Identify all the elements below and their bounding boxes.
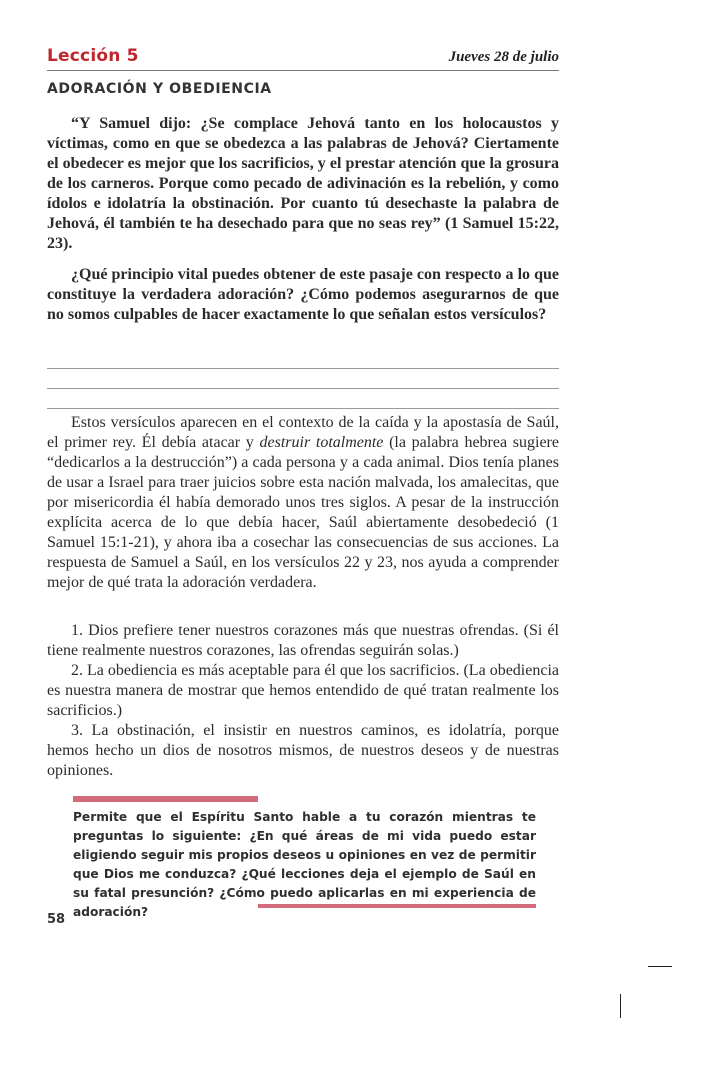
callout-bottom-bar — [258, 904, 536, 908]
date-label: Jueves 28 de julio — [448, 49, 559, 65]
crop-mark-horizontal — [648, 966, 672, 967]
page-number: 58 — [47, 912, 66, 927]
answer-line[interactable] — [47, 389, 559, 409]
point-item: 1. Dios prefiere tener nuestros corazones más que nuestras ofrendas. (Si él tiene realmente nuestros corazones, las ofrendas seguirán solas.) — [47, 622, 559, 659]
body-emphasis: destruir totalmente — [259, 434, 384, 451]
lesson-label: Lección 5 — [47, 46, 139, 66]
scripture-quote: “Y Samuel dijo: ¿Se complace Jehová tanto en los holocaustos y víctimas, como en que se obedezca a las palabras de Jehová? Ciertamente el obedecer es mejor que los sacrificios, y el prestar atención que la grosura de los carneros. Porque como pecado de adivinación es la rebelión, y como ídolos e idolatría la obstinación. Por cuanto tú desechaste la palabra de Jehová, él también te ha desechado para que no seas rey” (1 Samuel 15:22, 23). — [47, 115, 559, 252]
answer-line[interactable] — [47, 369, 559, 389]
points-list — [47, 621, 559, 781]
page-header — [47, 46, 559, 71]
crop-mark-vertical — [620, 994, 621, 1018]
lesson-title: ADORACIÓN Y OBEDIENCIA — [47, 81, 272, 97]
body-paragraph — [47, 413, 559, 593]
callout-top-bar — [73, 796, 258, 802]
study-question: ¿Qué principio vital puedes obtener de este pasaje con respecto a lo que constituye la verdadera adoración? ¿Cómo podemos asegurarnos de que no somos culpables de hacer exactamente lo que señalan estos versículos? — [47, 266, 559, 323]
answer-lines[interactable] — [47, 349, 559, 409]
answer-line[interactable] — [47, 349, 559, 369]
body-text-end: (la palabra hebrea sugiere “dedicarlos a la destrucción”) a cada persona y a cada animal. Dios tenía planes de usar a Israel para traer juicios sobre esta nación malvada, los amalecitas, que por misericordia él había demorado unos tres siglos. A pesar de la instrucción explícita acerca de lo que debía hacer, Saúl abiertamente desobedeció (1 Samuel 15:1-21), y ahora iba a cosechar las consecuencias de sus acciones. La respuesta de Samuel a Saúl, en los versículos 22 y 23, nos ayuda a comprender mejor de qué trata la adoración verdadera. — [47, 434, 559, 591]
body-text-start: Estos versículos aparecen en el contexto de la caída y la apostasía de Saúl, el primer rey. Él debía atacar y — [47, 414, 559, 451]
point-item: 3. La obstinación, el insistir en nuestros caminos, es idolatría, porque hemos hecho un dios de nosotros mismos, de nuestros deseos y de nuestras opiniones. — [47, 722, 559, 779]
callout-prompt: Permite que el Espíritu Santo hable a tu corazón mientras te preguntas lo siguiente: ¿En qué áreas de mi vida puedo estar eligiendo seguir mis propios deseos u opiniones en vez de permitir que Dios me conduzca? ¿Qué lecciones deja el ejemplo de Saúl en su fatal presunción? ¿Cómo puedo aplicarlas en mi experiencia de adoración? — [73, 810, 536, 919]
point-item: 2. La obediencia es más aceptable para él que los sacrificios. (La obediencia es nuestra manera de mostrar que hemos entendido de qué tratan realmente los sacrificios.) — [47, 662, 559, 719]
